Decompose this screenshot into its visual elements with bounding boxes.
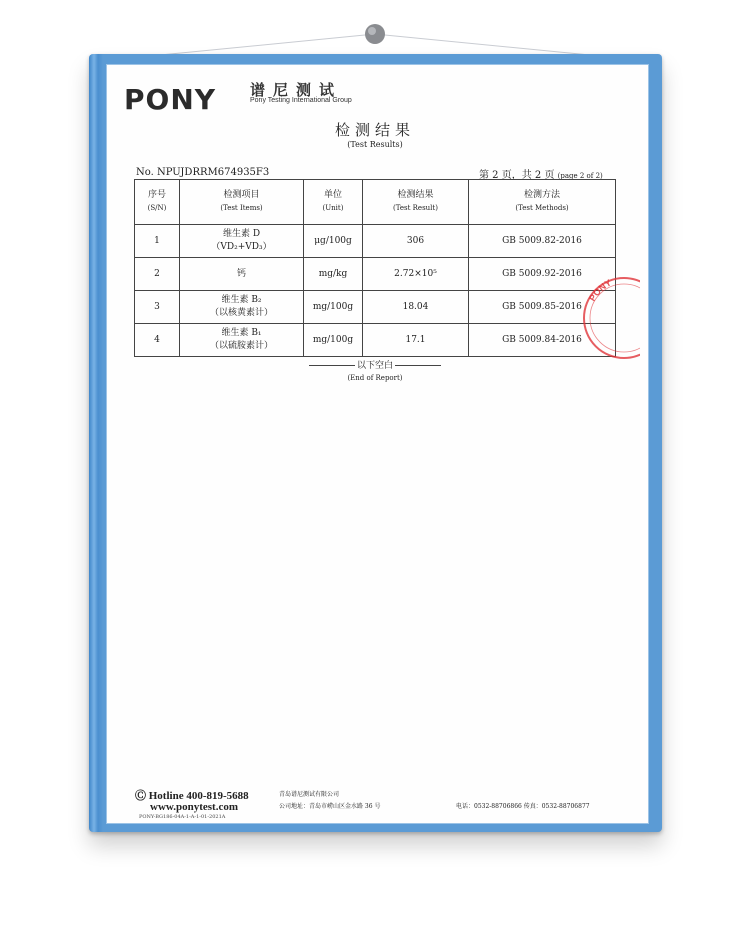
page-title: 检测结果 (334, 121, 415, 139)
cell-item: 维生素 B₁ （以硫胺素计） (180, 324, 304, 357)
logo-name-en: Pony Testing International Group (250, 97, 352, 104)
table-row (135, 225, 616, 258)
footer-company: 青岛谱尼测试有限公司 (279, 791, 340, 798)
cell-unit: mg/100g (304, 291, 363, 324)
end-of-report-cn: 以下空白 (0, 358, 750, 371)
cell-method: GB 5009.84-2016 (469, 324, 616, 357)
footer-address: 公司地址：青岛市崂山区金水路 36 号 (279, 803, 381, 810)
logo-name-cn: 谱尼测试 (250, 81, 343, 99)
seal-text: PONY (587, 277, 614, 303)
page-subtitle: (Test Results) (347, 140, 403, 149)
pony-logo: PONY (124, 83, 217, 116)
footer-phone: 电话：0532-88706866 传真：0532-88706877 (456, 803, 590, 810)
end-of-report-en: (End of Report) (347, 374, 403, 382)
header-unit: 单位 (Unit) (304, 180, 363, 225)
cell-result: 306 (363, 225, 469, 258)
header-test-methods: 检测方法 (Test Methods) (469, 180, 616, 225)
cell-sn: 4 (135, 324, 180, 357)
cell-sn: 1 (135, 225, 180, 258)
cell-unit: mg/kg (304, 258, 363, 291)
footer-website: www.ponytest.com (150, 801, 238, 813)
hanger-pin (365, 24, 385, 44)
cell-result: 18.04 (363, 291, 469, 324)
cell-item: 维生素 B₂ （以核黄素计） (180, 291, 304, 324)
report-number: No. NPUJDRRM674935F3 (136, 167, 270, 178)
cell-unit: mg/100g (304, 324, 363, 357)
cell-result: 2.72×10⁵ (363, 258, 469, 291)
red-seal-stamp (560, 270, 640, 366)
table-row (135, 291, 616, 324)
table-header-row (135, 180, 616, 225)
cell-result: 17.1 (363, 324, 469, 357)
table-row (135, 324, 616, 357)
page-indicator-en: (page 2 of 2) (557, 172, 603, 180)
hanger-pin-highlight (368, 27, 376, 35)
header-sn: 序号 (S/N) (135, 180, 180, 225)
cell-item: 钙 (180, 258, 304, 291)
footer-document-code: PONY-BG186-04A-1-A-1-01-2021A (139, 814, 226, 820)
header-test-result: 检测结果 (Test Result) (363, 180, 469, 225)
page-indicator-cn: 第 2 页，共 2 页 (479, 170, 555, 181)
cell-method: GB 5009.92-2016 (469, 258, 616, 291)
copyright-icon: Ⓒ (135, 790, 146, 802)
cell-method: GB 5009.82-2016 (469, 225, 616, 258)
footer-hotline: Ⓒ Hotline 400-819-5688 (135, 790, 249, 802)
cell-sn: 2 (135, 258, 180, 291)
hanger-string-left (150, 34, 375, 56)
cell-method: GB 5009.85-2016 (469, 291, 616, 324)
header-test-items: 检测项目 (Test Items) (180, 180, 304, 225)
cell-item: 维生素 D （VD₂+VD₃） (180, 225, 304, 258)
results-table (134, 179, 616, 357)
cell-unit: μg/100g (304, 225, 363, 258)
hanger-string-right (375, 34, 600, 56)
cell-sn: 3 (135, 291, 180, 324)
table-row (135, 258, 616, 291)
